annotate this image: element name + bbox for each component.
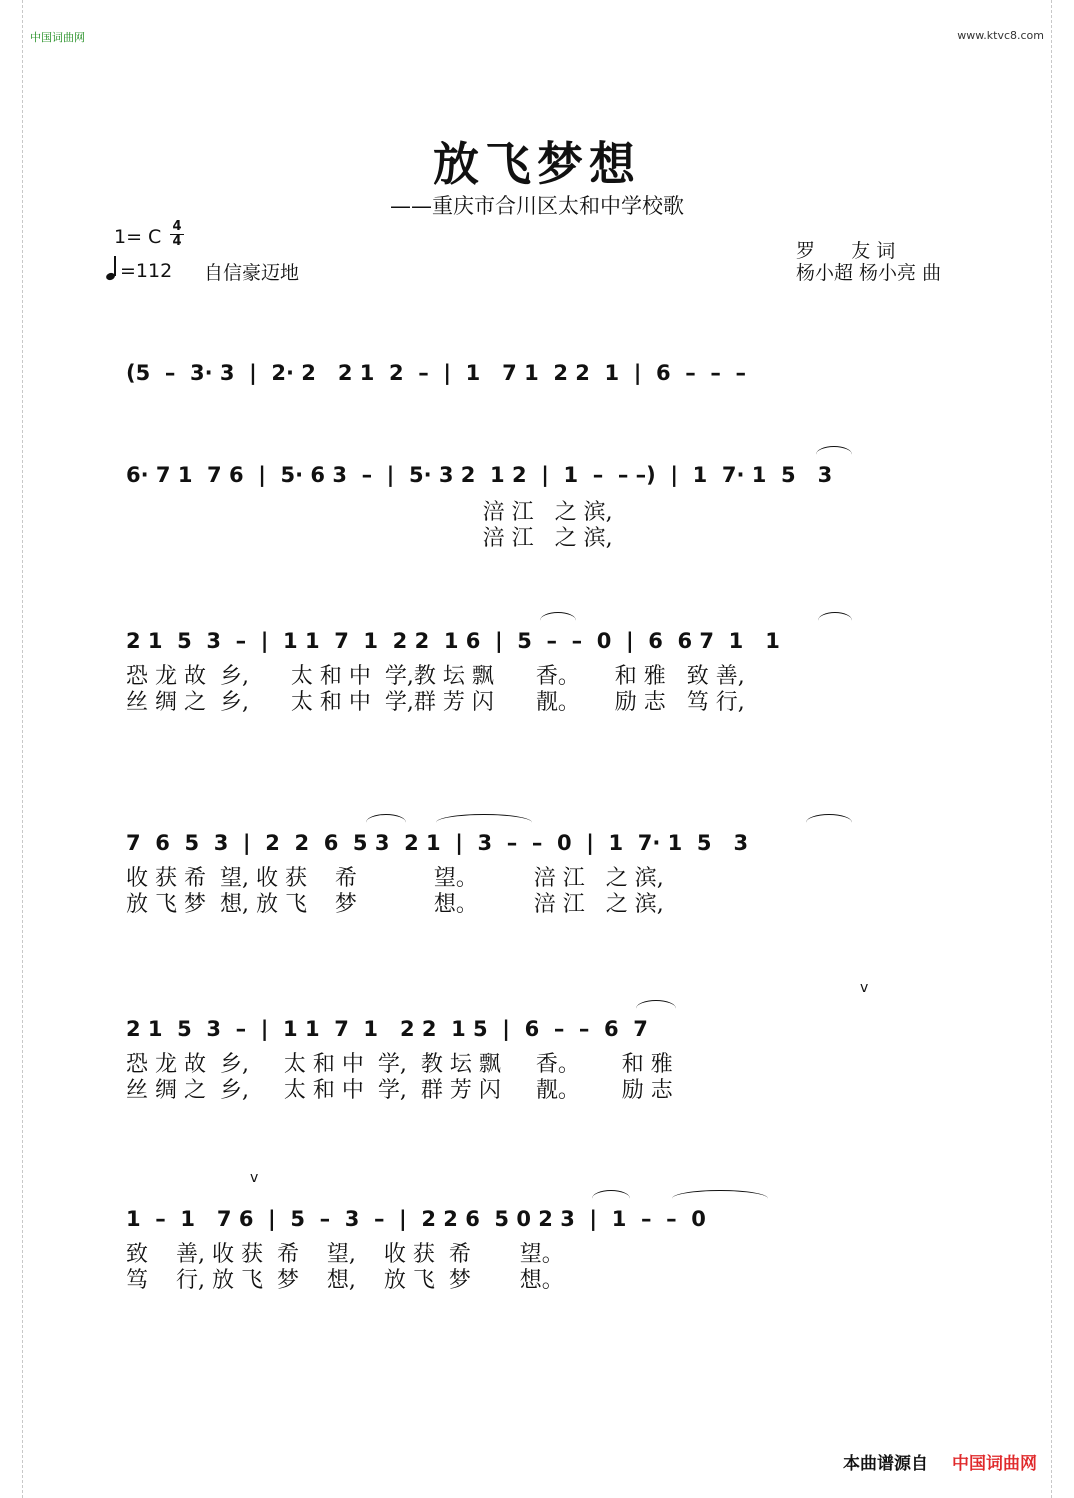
tempo-marking [106,256,172,282]
site-url-right[interactable]: www.ktvc8.com [957,29,1044,42]
song-title: 放飞梦想 [433,137,641,191]
breath-mark: v [250,1170,259,1186]
right-watermark-strip [1051,0,1074,1498]
slur [592,1190,630,1207]
lyric-line-2-verse-2: 涪 江 之 滨, [126,526,613,551]
lyric-line-5-verse-1: 恐 龙 故 乡, 太 和 中 学, 教 坛 飘 香。 和 雅 [126,1052,673,1077]
slur [540,612,576,629]
slur [806,814,852,831]
slur [436,814,532,831]
left-watermark-strip [0,0,23,1498]
footer-source-label: 本曲谱源自 [843,1454,928,1474]
slur [672,1190,768,1207]
tempo-value: =112 [120,260,173,282]
slur [816,446,852,463]
notation-line-1: (5 – 3· 3 | 2· 2 2 1 2 – | 1 7 1 2 2 1 | 6 – – – [126,361,746,385]
time-signature-bottom: 4 [170,234,184,249]
lyric-line-4-verse-2: 放 飞 梦 想, 放 飞 梦 想。 涪 江 之 滨, [126,892,664,917]
notation-line-6: 1 – 1 7 6 | 5 – 3 – | 2 2 6 5 0 2 3 | 1 – – 0 [126,1207,706,1231]
notation-line-5: 2 1 5 3 – | 1 1 7 1 2 2 1 5 | 6 – – 6 7 [126,1017,648,1041]
lyric-line-6-verse-2: 笃 行, 放 飞 梦 想, 放 飞 梦 想。 [126,1268,564,1293]
key-signature: 1= C [114,226,162,248]
song-subtitle: ——重庆市合川区太和中学校歌 [390,194,684,218]
lyric-line-3-verse-2: 丝 绸 之 乡, 太 和 中 学,群 芳 闪 靓。 励 志 笃 行, [126,690,745,715]
slur [818,612,852,629]
time-signature [170,220,184,249]
time-signature-top: 4 [172,219,182,234]
site-name-left[interactable]: 中国词曲网 [30,31,85,44]
lyric-line-6-verse-1: 致 善, 收 获 希 望, 收 获 希 望。 [126,1242,564,1267]
footer-site-link[interactable]: 中国词曲网 [952,1454,1037,1474]
expression-marking: 自信豪迈地 [204,262,300,284]
lyric-line-2-verse-1: 涪 江 之 滨, [126,500,613,525]
lyric-line-3-verse-1: 恐 龙 故 乡, 太 和 中 学,教 坛 飘 香。 和 雅 致 善, [126,664,745,689]
lyric-line-4-verse-1: 收 获 希 望, 收 获 希 望。 涪 江 之 滨, [126,866,664,891]
notation-line-4: 7 6 5 3 | 2 2 6 5 3 2 1 | 3 – – 0 | 1 7· 1 5 3 [126,831,749,855]
composer-credit: 杨小超 杨小亮 曲 [796,262,942,284]
slur [636,1000,676,1017]
quarter-note-icon [106,256,116,280]
lyric-line-5-verse-2: 丝 绸 之 乡, 太 和 中 学, 群 芳 闪 靓。 励 志 [126,1078,673,1103]
notation-line-2: 6· 7 1 7 6 | 5· 6 3 – | 5· 3 2 1 2 | 1 – – –) | 1 7· 1 5 3 [126,463,833,487]
notation-line-3: 2 1 5 3 – | 1 1 7 1 2 2 1 6 | 5 – – 0 | 6 6 7 1 1 [126,629,780,653]
slur [366,814,406,831]
lyricist-credit: 罗 友 词 [796,240,896,262]
breath-mark: v [860,980,869,996]
